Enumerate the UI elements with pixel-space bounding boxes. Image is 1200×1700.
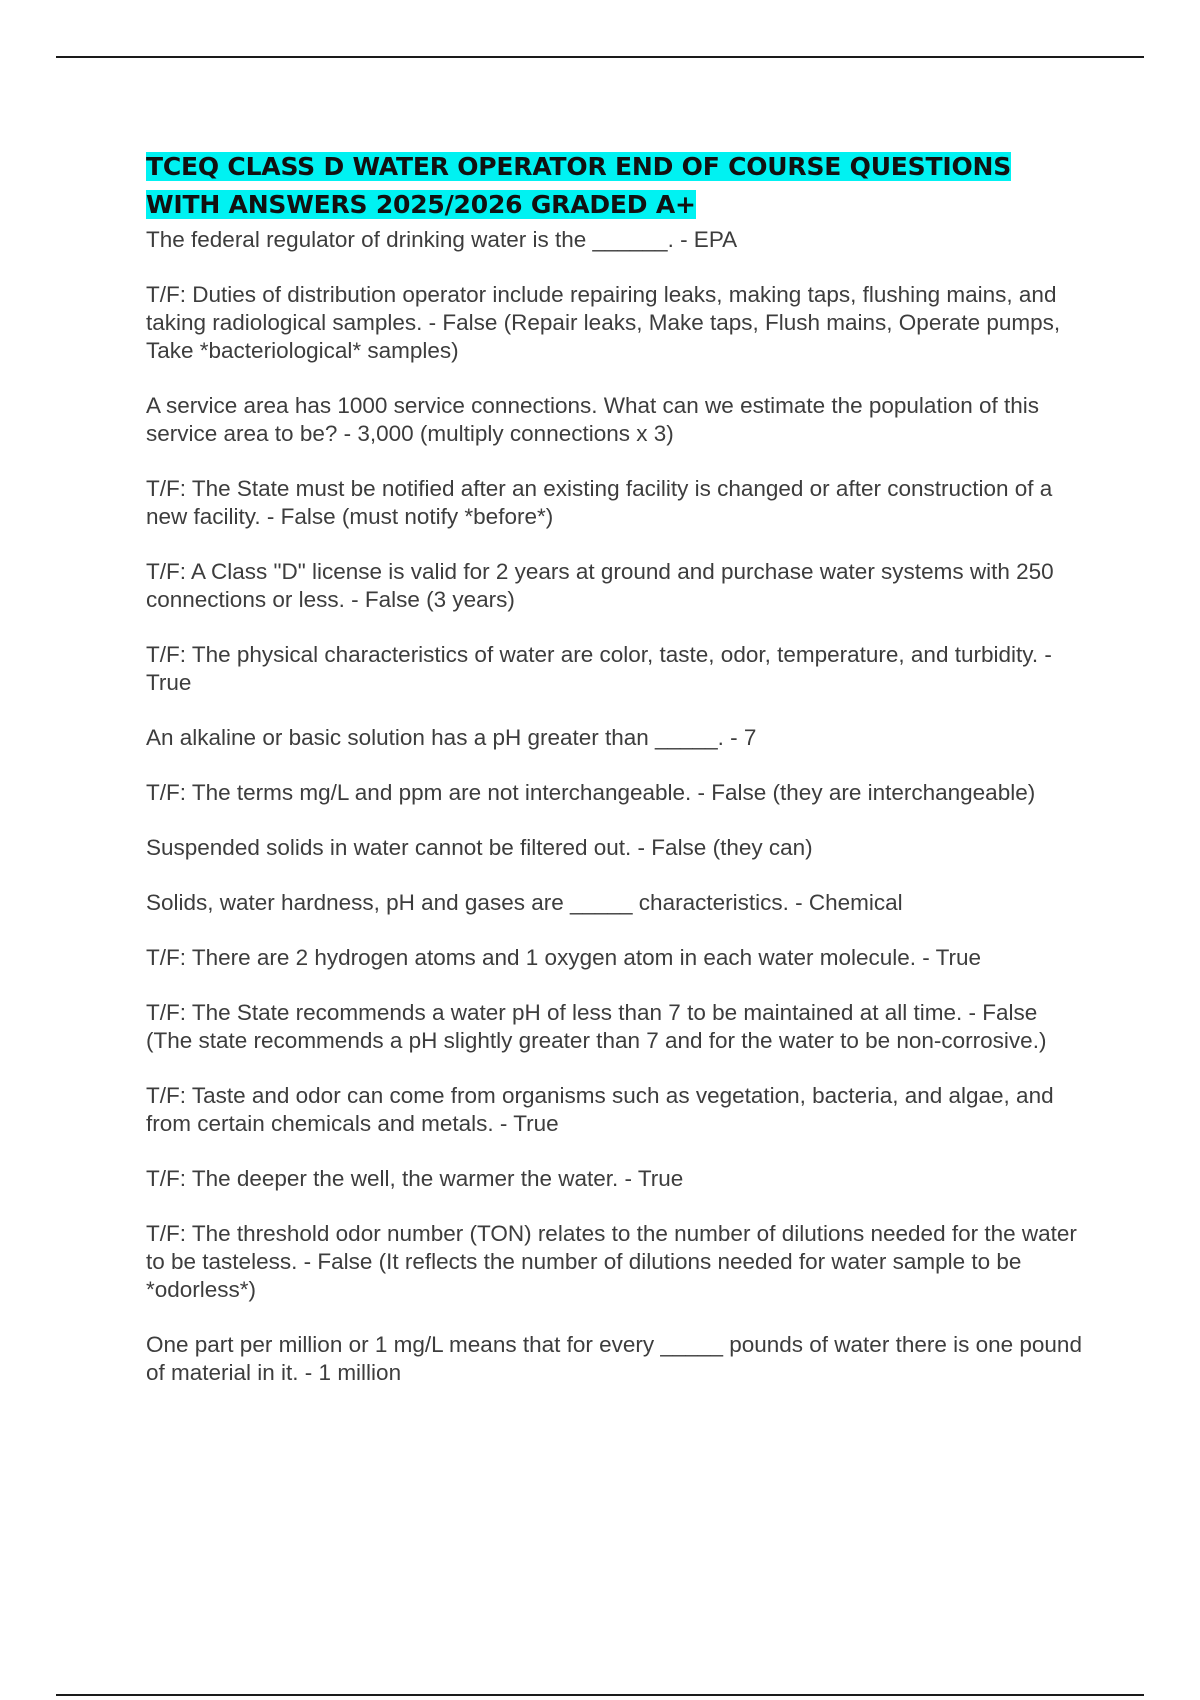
qa-item: Suspended solids in water cannot be filtered out. - False (they can) (146, 835, 813, 860)
document-body (146, 148, 1086, 1387)
qa-item: Solids, water hardness, pH and gases are _____ characteristics. - Chemical (146, 890, 903, 915)
qa-item: T/F: Taste and odor can come from organisms such as vegetation, bacteria, and algae, and from certain chemicals and metals. - True (146, 1083, 1054, 1136)
qa-item: T/F: Duties of distribution operator include repairing leaks, making taps, flushing mains, and taking radiological samples. - False (Repair leaks, Make taps, Flush mains, Operate pumps, Take *bacteriological* samples) (146, 282, 1061, 363)
qa-item: T/F: The terms mg/L and ppm are not interchangeable. - False (they are interchangeable) (146, 780, 1036, 805)
qa-item: T/F: The threshold odor number (TON) relates to the number of dilutions needed for the water to be tasteless. - False (It reflects the number of dilutions needed for water sample to be *odorless*) (146, 1221, 1077, 1302)
qa-item: T/F: The deeper the well, the warmer the water. - True (146, 1166, 684, 1191)
qa-list (146, 226, 1086, 1387)
bottom-rule (56, 1694, 1144, 1696)
qa-item: T/F: The State recommends a water pH of less than 7 to be maintained at all time. - False (The state recommends a pH slightly greater than 7 and for the water to be non-corrosive.) (146, 1000, 1047, 1053)
qa-item: T/F: The State must be notified after an existing facility is changed or after construction of a new facility. - False (must notify *before*) (146, 476, 1053, 529)
qa-item: A service area has 1000 service connections. What can we estimate the population of this service area to be? - 3,000 (multiply connections x 3) (146, 393, 1040, 446)
title-line-2: WITH ANSWERS 2025/2026 GRADED A+ (146, 190, 696, 219)
qa-item: One part per million or 1 mg/L means that for every _____ pounds of water there is one pound of material in it. - 1 million (146, 1332, 1082, 1385)
qa-item: T/F: A Class "D" license is valid for 2 years at ground and purchase water systems with 250 connections or less. - False (3 years) (146, 559, 1054, 612)
qa-item: An alkaline or basic solution has a pH greater than _____. - 7 (146, 725, 757, 750)
top-rule (56, 56, 1144, 58)
qa-item: T/F: The physical characteristics of water are color, taste, odor, temperature, and turbidity. - True (146, 642, 1052, 695)
qa-item: T/F: There are 2 hydrogen atoms and 1 oxygen atom in each water molecule. - True (146, 945, 982, 970)
document-title (146, 148, 1086, 224)
title-line-1: TCEQ CLASS D WATER OPERATOR END OF COURSE QUESTIONS (146, 152, 1012, 181)
qa-item: The federal regulator of drinking water is the ______. - EPA (146, 227, 738, 252)
